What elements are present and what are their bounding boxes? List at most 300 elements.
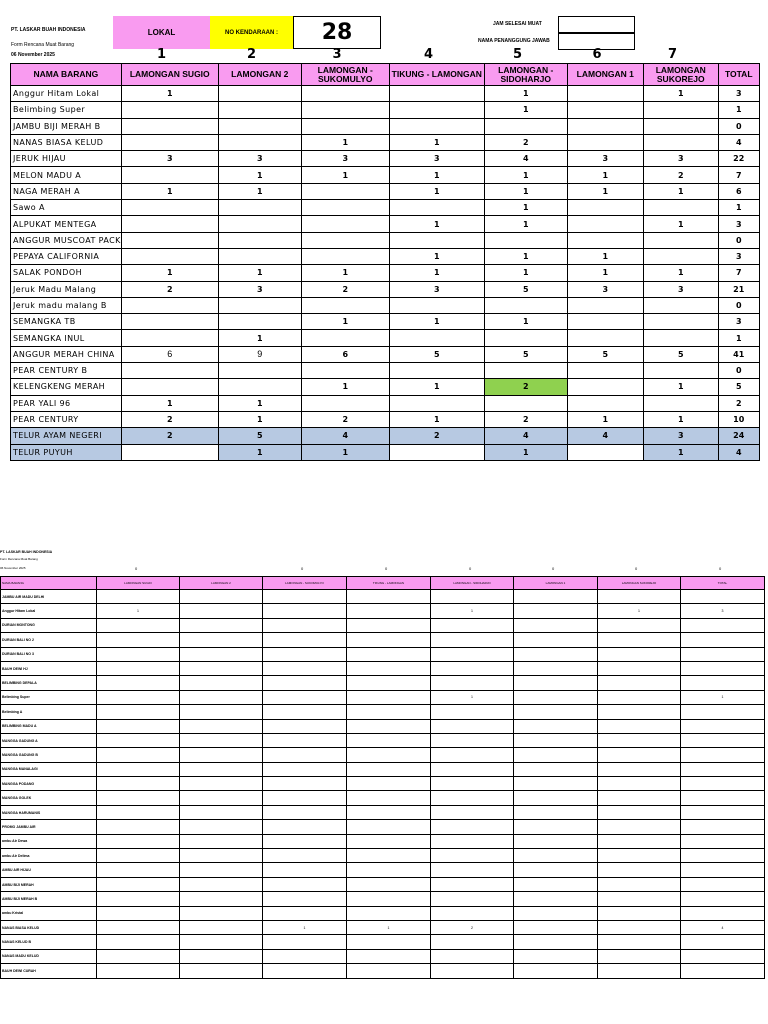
qty-cell[interactable]: [598, 618, 681, 632]
qty-cell[interactable]: 1: [484, 200, 567, 216]
qty-cell[interactable]: [598, 906, 681, 920]
qty-cell[interactable]: [567, 134, 643, 150]
qty-cell[interactable]: [218, 248, 301, 264]
qty-cell[interactable]: 1: [301, 444, 389, 460]
qty-cell[interactable]: [301, 118, 389, 134]
qty-cell[interactable]: [180, 935, 263, 949]
qty-cell[interactable]: [97, 647, 180, 661]
qty-cell[interactable]: [97, 777, 180, 791]
qty-cell[interactable]: [347, 791, 431, 805]
qty-cell[interactable]: 1: [301, 379, 389, 395]
qty-cell[interactable]: [263, 849, 347, 863]
qty-cell[interactable]: 3: [389, 151, 484, 167]
qty-cell[interactable]: [598, 834, 681, 848]
qty-cell[interactable]: [514, 661, 598, 675]
qty-cell[interactable]: [514, 949, 598, 963]
qty-cell[interactable]: 1: [218, 411, 301, 427]
qty-cell[interactable]: [121, 297, 218, 313]
qty-cell[interactable]: [180, 748, 263, 762]
qty-cell[interactable]: [263, 676, 347, 690]
qty-cell[interactable]: 1: [643, 216, 718, 232]
qty-cell[interactable]: [514, 647, 598, 661]
qty-cell[interactable]: [598, 805, 681, 819]
qty-cell[interactable]: [643, 248, 718, 264]
qty-cell[interactable]: [97, 590, 180, 604]
qty-cell[interactable]: [514, 733, 598, 747]
qty-cell[interactable]: [431, 590, 514, 604]
qty-cell[interactable]: 1: [301, 167, 389, 183]
qty-cell[interactable]: 2: [121, 411, 218, 427]
qty-cell[interactable]: [567, 200, 643, 216]
qty-cell[interactable]: [97, 633, 180, 647]
qty-cell[interactable]: [263, 949, 347, 963]
qty-cell[interactable]: [598, 633, 681, 647]
qty-cell[interactable]: 1: [643, 411, 718, 427]
qty-cell[interactable]: [97, 877, 180, 891]
qty-cell[interactable]: 1: [389, 314, 484, 330]
qty-cell[interactable]: 4: [301, 428, 389, 444]
qty-cell[interactable]: [514, 935, 598, 949]
qty-cell[interactable]: [431, 964, 514, 978]
no-kendaraan-value[interactable]: 28: [293, 16, 381, 49]
qty-cell[interactable]: 1: [347, 920, 431, 934]
qty-cell[interactable]: [97, 892, 180, 906]
qty-cell[interactable]: [598, 877, 681, 891]
qty-cell[interactable]: [347, 877, 431, 891]
qty-cell[interactable]: 2: [301, 281, 389, 297]
qty-cell[interactable]: [431, 661, 514, 675]
qty-cell[interactable]: [514, 820, 598, 834]
qty-cell[interactable]: [514, 719, 598, 733]
qty-cell[interactable]: [643, 330, 718, 346]
qty-cell[interactable]: [218, 232, 301, 248]
qty-cell[interactable]: 1: [389, 411, 484, 427]
qty-cell[interactable]: [347, 820, 431, 834]
qty-cell[interactable]: [514, 863, 598, 877]
qty-cell[interactable]: 1: [301, 265, 389, 281]
qty-cell[interactable]: [431, 820, 514, 834]
qty-cell[interactable]: 5: [643, 346, 718, 362]
qty-cell[interactable]: [263, 935, 347, 949]
qty-cell[interactable]: 1: [431, 690, 514, 704]
qty-cell[interactable]: [514, 920, 598, 934]
qty-cell[interactable]: [567, 395, 643, 411]
qty-cell[interactable]: 3: [218, 281, 301, 297]
qty-cell[interactable]: [180, 719, 263, 733]
qty-cell[interactable]: [598, 820, 681, 834]
qty-cell[interactable]: 6: [301, 346, 389, 362]
qty-cell[interactable]: [347, 604, 431, 618]
qty-cell[interactable]: [180, 633, 263, 647]
qty-cell[interactable]: [97, 920, 180, 934]
qty-cell[interactable]: [263, 719, 347, 733]
qty-cell[interactable]: [598, 892, 681, 906]
qty-cell[interactable]: 2: [389, 428, 484, 444]
qty-cell[interactable]: [301, 216, 389, 232]
qty-cell[interactable]: [598, 733, 681, 747]
qty-cell[interactable]: 2: [484, 379, 567, 395]
qty-cell[interactable]: [263, 877, 347, 891]
qty-cell[interactable]: [263, 762, 347, 776]
qty-cell[interactable]: [514, 705, 598, 719]
qty-cell[interactable]: 1: [218, 265, 301, 281]
qty-cell[interactable]: 1: [643, 183, 718, 199]
qty-cell[interactable]: [97, 791, 180, 805]
qty-cell[interactable]: 1: [484, 183, 567, 199]
qty-cell[interactable]: [97, 705, 180, 719]
qty-cell[interactable]: [301, 330, 389, 346]
qty-cell[interactable]: [347, 892, 431, 906]
qty-cell[interactable]: [598, 647, 681, 661]
qty-cell[interactable]: [121, 118, 218, 134]
qty-cell[interactable]: [347, 705, 431, 719]
qty-cell[interactable]: [347, 733, 431, 747]
qty-cell[interactable]: [180, 676, 263, 690]
qty-cell[interactable]: 5: [484, 346, 567, 362]
qty-cell[interactable]: [121, 200, 218, 216]
qty-cell[interactable]: [263, 618, 347, 632]
qty-cell[interactable]: [121, 134, 218, 150]
qty-cell[interactable]: [180, 820, 263, 834]
qty-cell[interactable]: [431, 791, 514, 805]
qty-cell[interactable]: [347, 690, 431, 704]
qty-cell[interactable]: [514, 906, 598, 920]
qty-cell[interactable]: 1: [97, 604, 180, 618]
qty-cell[interactable]: [484, 118, 567, 134]
qty-cell[interactable]: [389, 444, 484, 460]
qty-cell[interactable]: 1: [484, 216, 567, 232]
qty-cell[interactable]: [643, 232, 718, 248]
qty-cell[interactable]: [218, 363, 301, 379]
qty-cell[interactable]: 1: [484, 314, 567, 330]
qty-cell[interactable]: [389, 102, 484, 118]
qty-cell[interactable]: [218, 102, 301, 118]
qty-cell[interactable]: [431, 733, 514, 747]
qty-cell[interactable]: [514, 590, 598, 604]
qty-cell[interactable]: [263, 604, 347, 618]
qty-cell[interactable]: [389, 395, 484, 411]
qty-cell[interactable]: 1: [484, 444, 567, 460]
qty-cell[interactable]: 1: [484, 248, 567, 264]
qty-cell[interactable]: [514, 849, 598, 863]
jam-selesai-field[interactable]: [558, 16, 635, 33]
qty-cell[interactable]: [567, 314, 643, 330]
qty-cell[interactable]: [598, 920, 681, 934]
qty-cell[interactable]: [180, 618, 263, 632]
qty-cell[interactable]: [567, 232, 643, 248]
qty-cell[interactable]: [643, 314, 718, 330]
qty-cell[interactable]: 1: [389, 167, 484, 183]
qty-cell[interactable]: 5: [389, 346, 484, 362]
qty-cell[interactable]: [431, 705, 514, 719]
qty-cell[interactable]: [263, 906, 347, 920]
qty-cell[interactable]: [121, 248, 218, 264]
qty-cell[interactable]: [121, 363, 218, 379]
qty-cell[interactable]: 1: [301, 314, 389, 330]
qty-cell[interactable]: [431, 935, 514, 949]
qty-cell[interactable]: 2: [301, 411, 389, 427]
qty-cell[interactable]: [514, 604, 598, 618]
qty-cell[interactable]: 1: [121, 395, 218, 411]
qty-cell[interactable]: [97, 719, 180, 733]
qty-cell[interactable]: [598, 661, 681, 675]
qty-cell[interactable]: [514, 777, 598, 791]
qty-cell[interactable]: 1: [567, 248, 643, 264]
qty-cell[interactable]: 3: [301, 151, 389, 167]
qty-cell[interactable]: [97, 834, 180, 848]
qty-cell[interactable]: [97, 762, 180, 776]
qty-cell[interactable]: [97, 863, 180, 877]
qty-cell[interactable]: [263, 733, 347, 747]
qty-cell[interactable]: [180, 661, 263, 675]
qty-cell[interactable]: [598, 949, 681, 963]
qty-cell[interactable]: 1: [484, 167, 567, 183]
qty-cell[interactable]: [431, 863, 514, 877]
qty-cell[interactable]: [431, 647, 514, 661]
qty-cell[interactable]: [431, 719, 514, 733]
qty-cell[interactable]: 2: [643, 167, 718, 183]
qty-cell[interactable]: [514, 964, 598, 978]
qty-cell[interactable]: [567, 379, 643, 395]
qty-cell[interactable]: [301, 200, 389, 216]
qty-cell[interactable]: 3: [643, 151, 718, 167]
qty-cell[interactable]: [347, 618, 431, 632]
qty-cell[interactable]: [389, 86, 484, 102]
qty-cell[interactable]: [97, 748, 180, 762]
qty-cell[interactable]: 1: [301, 134, 389, 150]
qty-cell[interactable]: [514, 762, 598, 776]
qty-cell[interactable]: [218, 379, 301, 395]
qty-cell[interactable]: [598, 762, 681, 776]
qty-cell[interactable]: [598, 863, 681, 877]
qty-cell[interactable]: [567, 297, 643, 313]
qty-cell[interactable]: [514, 877, 598, 891]
qty-cell[interactable]: [484, 330, 567, 346]
qty-cell[interactable]: [301, 248, 389, 264]
qty-cell[interactable]: 1: [484, 86, 567, 102]
qty-cell[interactable]: [431, 777, 514, 791]
qty-cell[interactable]: [598, 590, 681, 604]
qty-cell[interactable]: [598, 935, 681, 949]
qty-cell[interactable]: [484, 395, 567, 411]
qty-cell[interactable]: [514, 676, 598, 690]
qty-cell[interactable]: [484, 363, 567, 379]
qty-cell[interactable]: 1: [643, 265, 718, 281]
qty-cell[interactable]: 3: [567, 151, 643, 167]
qty-cell[interactable]: [301, 363, 389, 379]
qty-cell[interactable]: [643, 102, 718, 118]
qty-cell[interactable]: [598, 705, 681, 719]
qty-cell[interactable]: [218, 216, 301, 232]
qty-cell[interactable]: [347, 719, 431, 733]
qty-cell[interactable]: 1: [643, 444, 718, 460]
qty-cell[interactable]: 1: [567, 183, 643, 199]
qty-cell[interactable]: 1: [218, 183, 301, 199]
qty-cell[interactable]: [263, 863, 347, 877]
qty-cell[interactable]: [263, 964, 347, 978]
qty-cell[interactable]: [263, 647, 347, 661]
qty-cell[interactable]: [643, 118, 718, 134]
qty-cell[interactable]: [347, 748, 431, 762]
qty-cell[interactable]: [218, 118, 301, 134]
qty-cell[interactable]: [121, 314, 218, 330]
qty-cell[interactable]: [567, 118, 643, 134]
qty-cell[interactable]: 1: [218, 444, 301, 460]
qty-cell[interactable]: [121, 167, 218, 183]
qty-cell[interactable]: [218, 134, 301, 150]
qty-cell[interactable]: [121, 444, 218, 460]
qty-cell[interactable]: [431, 849, 514, 863]
qty-cell[interactable]: [97, 820, 180, 834]
qty-cell[interactable]: 1: [484, 102, 567, 118]
qty-cell[interactable]: [97, 935, 180, 949]
qty-cell[interactable]: [97, 661, 180, 675]
qty-cell[interactable]: [180, 690, 263, 704]
qty-cell[interactable]: [218, 297, 301, 313]
qty-cell[interactable]: 1: [389, 216, 484, 232]
qty-cell[interactable]: 3: [643, 428, 718, 444]
qty-cell[interactable]: 5: [484, 281, 567, 297]
qty-cell[interactable]: [431, 633, 514, 647]
qty-cell[interactable]: [263, 748, 347, 762]
qty-cell[interactable]: [567, 363, 643, 379]
qty-cell[interactable]: [567, 102, 643, 118]
qty-cell[interactable]: [347, 762, 431, 776]
qty-cell[interactable]: [180, 777, 263, 791]
qty-cell[interactable]: 1: [218, 395, 301, 411]
qty-cell[interactable]: [263, 820, 347, 834]
qty-cell[interactable]: 1: [389, 248, 484, 264]
qty-cell[interactable]: 1: [389, 265, 484, 281]
qty-cell[interactable]: [218, 314, 301, 330]
qty-cell[interactable]: [97, 805, 180, 819]
qty-cell[interactable]: 1: [389, 379, 484, 395]
qty-cell[interactable]: [263, 805, 347, 819]
qty-cell[interactable]: [263, 590, 347, 604]
qty-cell[interactable]: [431, 906, 514, 920]
qty-cell[interactable]: [347, 661, 431, 675]
qty-cell[interactable]: 5: [567, 346, 643, 362]
qty-cell[interactable]: [431, 877, 514, 891]
qty-cell[interactable]: [431, 748, 514, 762]
qty-cell[interactable]: 1: [121, 86, 218, 102]
qty-cell[interactable]: 1: [567, 167, 643, 183]
qty-cell[interactable]: [301, 86, 389, 102]
qty-cell[interactable]: [347, 949, 431, 963]
qty-cell[interactable]: [180, 791, 263, 805]
qty-cell[interactable]: 3: [567, 281, 643, 297]
qty-cell[interactable]: [567, 330, 643, 346]
qty-cell[interactable]: [643, 297, 718, 313]
qty-cell[interactable]: [598, 719, 681, 733]
qty-cell[interactable]: [643, 363, 718, 379]
qty-cell[interactable]: [389, 330, 484, 346]
qty-cell[interactable]: [180, 877, 263, 891]
qty-cell[interactable]: [389, 363, 484, 379]
qty-cell[interactable]: [121, 232, 218, 248]
qty-cell[interactable]: [180, 590, 263, 604]
qty-cell[interactable]: [121, 330, 218, 346]
qty-cell[interactable]: [180, 834, 263, 848]
qty-cell[interactable]: 1: [121, 265, 218, 281]
qty-cell[interactable]: 1: [598, 604, 681, 618]
qty-cell[interactable]: [180, 647, 263, 661]
qty-cell[interactable]: [218, 200, 301, 216]
qty-cell[interactable]: [347, 906, 431, 920]
qty-cell[interactable]: [97, 964, 180, 978]
qty-cell[interactable]: [263, 892, 347, 906]
qty-cell[interactable]: [431, 618, 514, 632]
qty-cell[interactable]: [347, 590, 431, 604]
qty-cell[interactable]: [567, 444, 643, 460]
qty-cell[interactable]: 1: [218, 167, 301, 183]
qty-cell[interactable]: [301, 297, 389, 313]
qty-cell[interactable]: 4: [484, 428, 567, 444]
qty-cell[interactable]: [180, 604, 263, 618]
qty-cell[interactable]: [301, 232, 389, 248]
qty-cell[interactable]: 3: [218, 151, 301, 167]
qty-cell[interactable]: [514, 834, 598, 848]
qty-cell[interactable]: 2: [484, 134, 567, 150]
qty-cell[interactable]: [180, 949, 263, 963]
qty-cell[interactable]: 1: [484, 265, 567, 281]
qty-cell[interactable]: 1: [431, 604, 514, 618]
qty-cell[interactable]: [514, 633, 598, 647]
qty-cell[interactable]: 3: [389, 281, 484, 297]
qty-cell[interactable]: [389, 232, 484, 248]
qty-cell[interactable]: [389, 297, 484, 313]
qty-cell[interactable]: [180, 964, 263, 978]
qty-cell[interactable]: 1: [643, 379, 718, 395]
qty-cell[interactable]: [643, 134, 718, 150]
qty-cell[interactable]: 6: [121, 346, 218, 362]
qty-cell[interactable]: 4: [567, 428, 643, 444]
qty-cell[interactable]: [347, 964, 431, 978]
qty-cell[interactable]: [180, 733, 263, 747]
qty-cell[interactable]: [514, 618, 598, 632]
qty-cell[interactable]: [121, 379, 218, 395]
qty-cell[interactable]: [347, 777, 431, 791]
qty-cell[interactable]: [97, 733, 180, 747]
qty-cell[interactable]: [643, 395, 718, 411]
qty-cell[interactable]: [347, 834, 431, 848]
qty-cell[interactable]: [97, 676, 180, 690]
qty-cell[interactable]: [180, 906, 263, 920]
qty-cell[interactable]: 1: [121, 183, 218, 199]
qty-cell[interactable]: [347, 676, 431, 690]
qty-cell[interactable]: [598, 964, 681, 978]
qty-cell[interactable]: [431, 892, 514, 906]
qty-cell[interactable]: [301, 102, 389, 118]
qty-cell[interactable]: [97, 906, 180, 920]
qty-cell[interactable]: 3: [643, 281, 718, 297]
qty-cell[interactable]: [97, 618, 180, 632]
qty-cell[interactable]: 3: [121, 151, 218, 167]
qty-cell[interactable]: [431, 762, 514, 776]
qty-cell[interactable]: [598, 791, 681, 805]
qty-cell[interactable]: [389, 118, 484, 134]
qty-cell[interactable]: 2: [431, 920, 514, 934]
qty-cell[interactable]: [514, 748, 598, 762]
qty-cell[interactable]: [263, 791, 347, 805]
qty-cell[interactable]: [598, 777, 681, 791]
qty-cell[interactable]: [347, 935, 431, 949]
qty-cell[interactable]: [431, 834, 514, 848]
qty-cell[interactable]: [484, 297, 567, 313]
qty-cell[interactable]: [97, 690, 180, 704]
qty-cell[interactable]: [263, 690, 347, 704]
qty-cell[interactable]: 1: [643, 86, 718, 102]
